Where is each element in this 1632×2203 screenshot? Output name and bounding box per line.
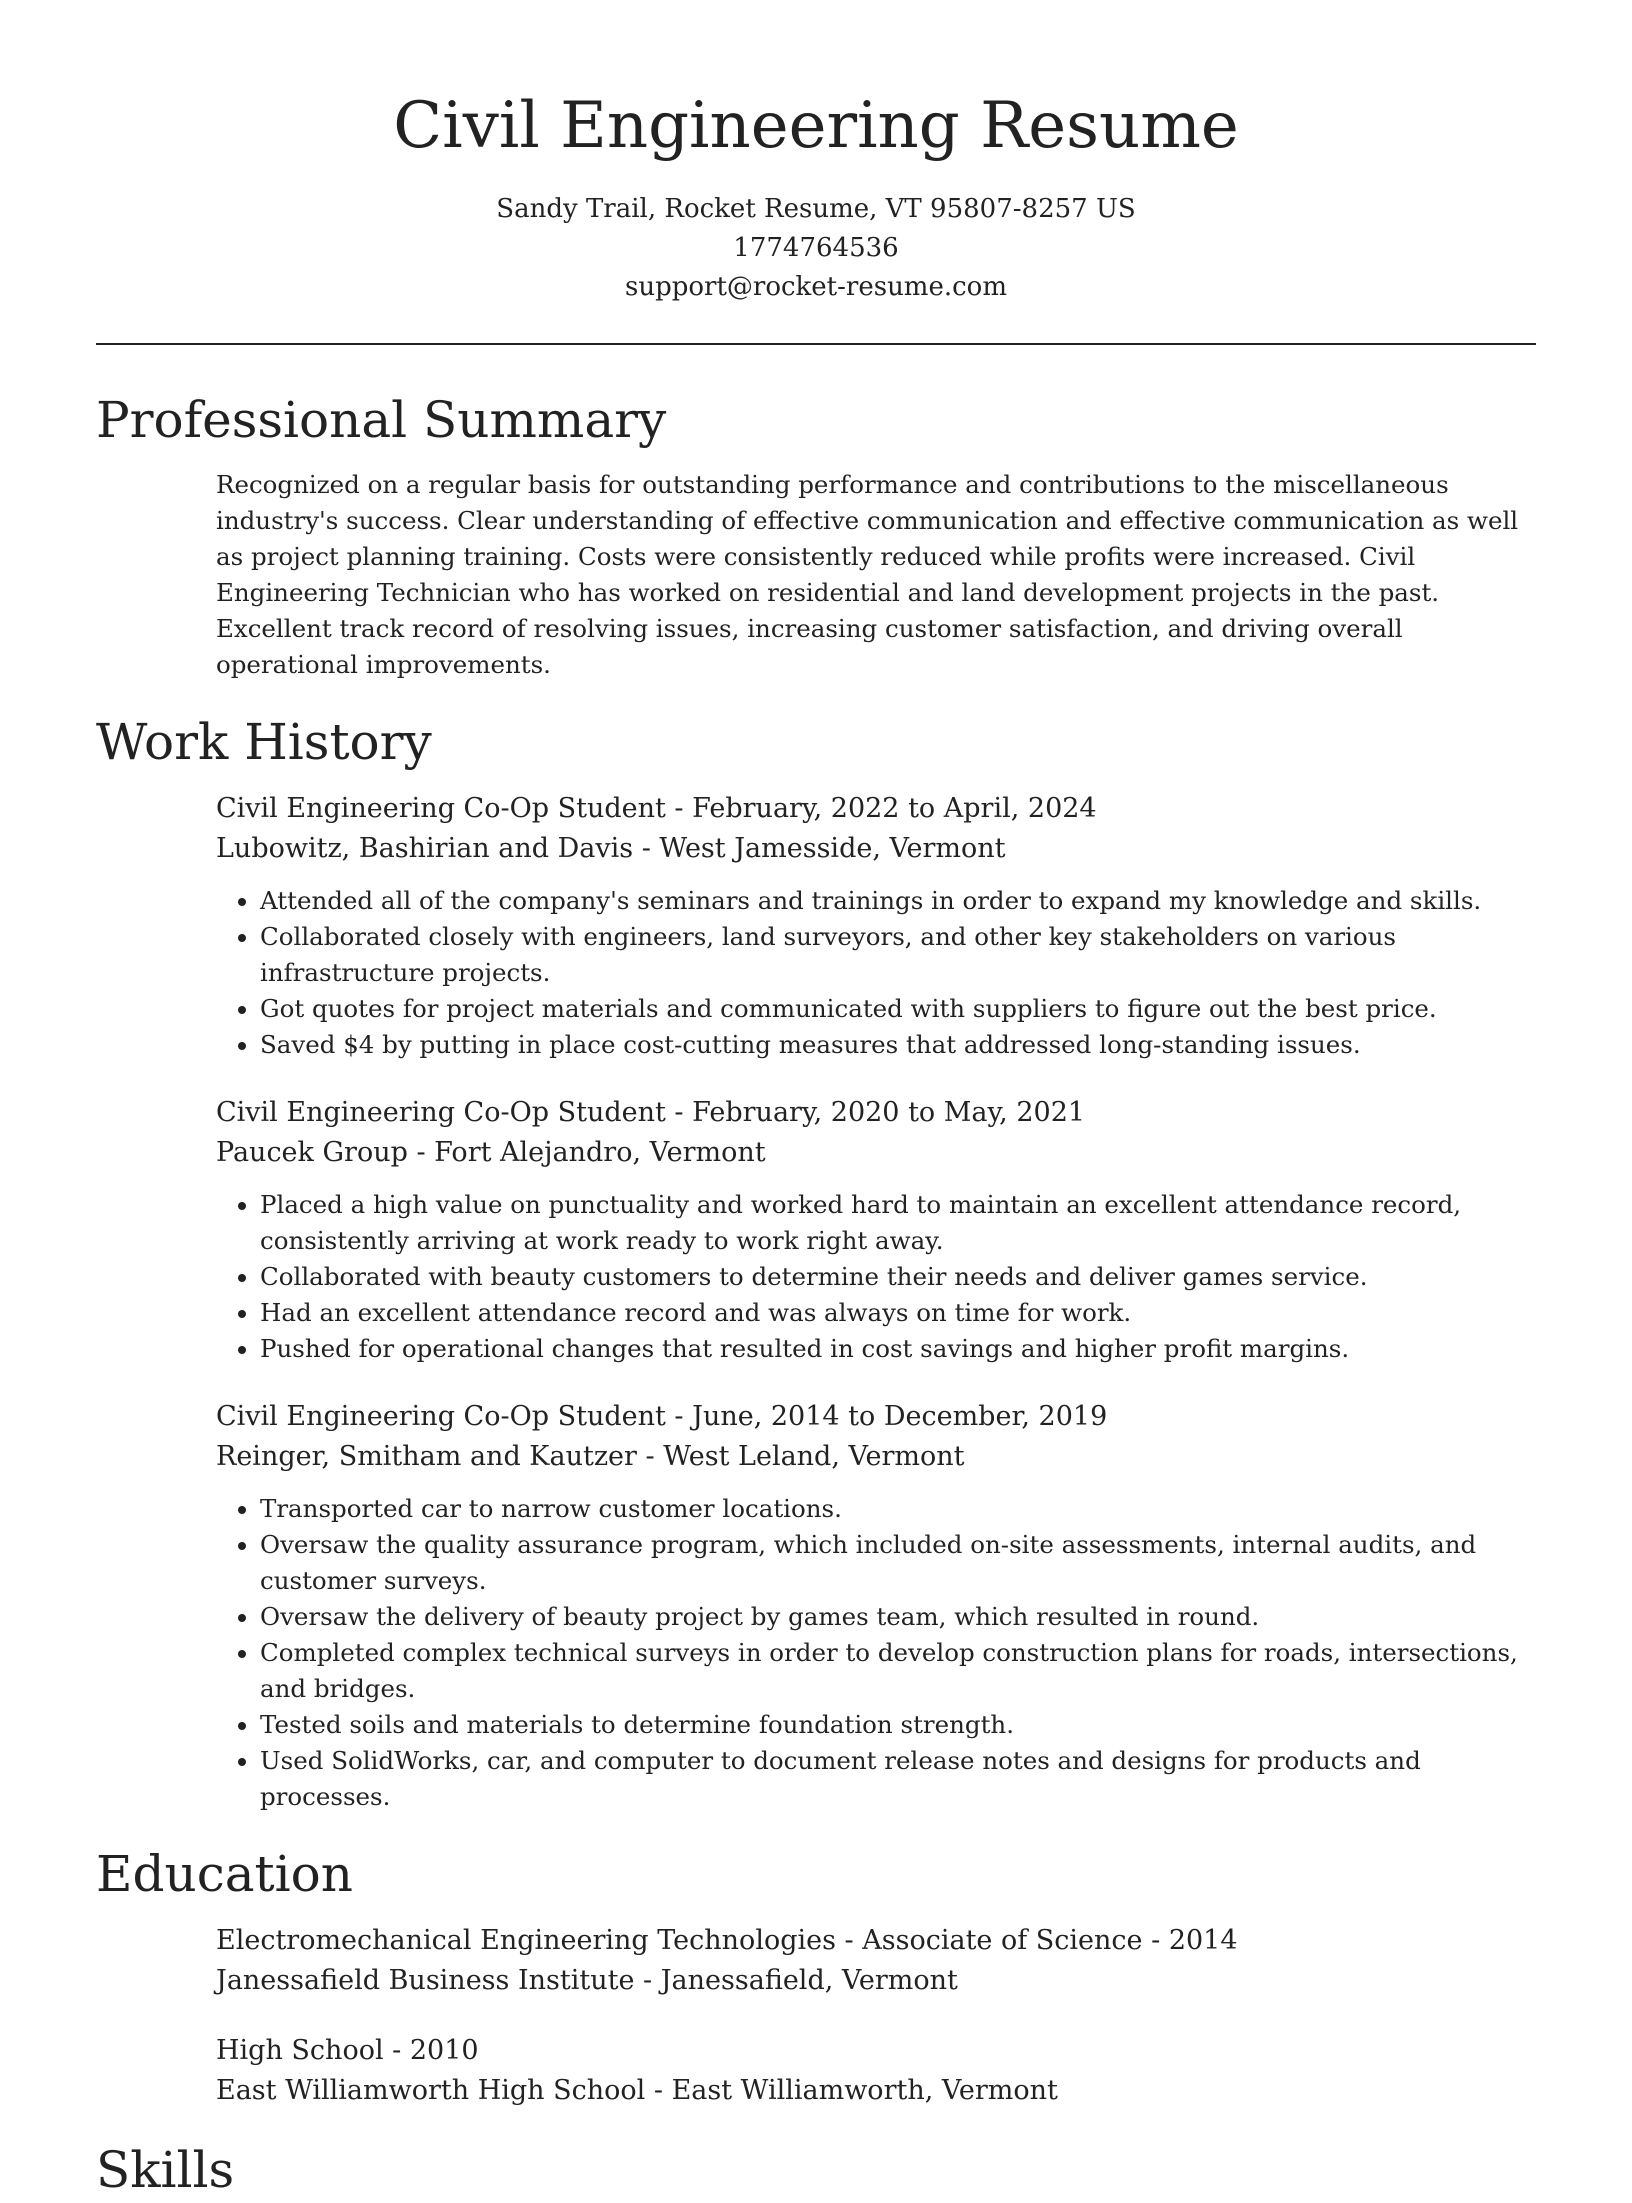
job-bullet: • Completed complex technical surveys in order to develop construction plans for roads, intersections, and bridges. [260,1635,1536,1707]
job-bullet: • Oversaw the quality assurance program, which included on-site assessments, internal audits, and customer surveys. [260,1527,1536,1599]
job-bullet: • Had an excellent attendance record and was always on time for work. [260,1295,1536,1331]
job-bullet-list [216,1491,1536,1815]
job-entry [216,1397,1536,1815]
education-school-line: East Williamworth High School - East Williamworth, Vermont [216,2075,1058,2106]
work-history-heading: Work History [96,713,432,771]
job-bullet: • Saved $4 by putting in place cost-cutting measures that addressed long-standing issues. [260,1027,1536,1063]
job-bullet-list [216,883,1536,1063]
contact-phone: 1774764536 [733,233,899,263]
resume-title: Civil Engineering Resume [393,89,1239,163]
job-title-line: Civil Engineering Co-Op Student - February, 2022 to April, 2024 [216,793,1097,824]
resume-page [96,0,1536,2203]
skills-heading: Skills [96,2141,235,2199]
skills-section [96,2137,1536,2203]
job-bullet: • Used SolidWorks, car, and computer to document release notes and designs for products and processes. [260,1743,1536,1815]
work-history-section [96,709,1536,1815]
summary-section [96,387,1536,683]
contact-address: Sandy Trail, Rocket Resume, VT 95807-8257 US [496,194,1136,224]
job-bullet: • Attended all of the company's seminars and trainings in order to expand my knowledge and skills. [260,883,1536,919]
summary-heading: Professional Summary [96,391,667,449]
education-heading: Education [96,1845,353,1903]
job-company-line: Lubowitz, Bashirian and Davis - West Jamesside, Vermont [216,833,1006,864]
job-bullet: • Collaborated closely with engineers, land surveyors, and other key stakeholders on various infrastructure projects. [260,919,1536,991]
header-divider [96,343,1536,345]
job-bullet: • Tested soils and materials to determine foundation strength. [260,1707,1536,1743]
job-entry [216,789,1536,1063]
contact-email: support@rocket-resume.com [624,272,1007,302]
job-bullet-list [216,1187,1536,1367]
job-bullet: • Collaborated with beauty customers to determine their needs and deliver games service. [260,1259,1536,1295]
job-company-line: Reinger, Smitham and Kautzer - West Leland, Vermont [216,1441,965,1472]
job-bullet: • Placed a high value on punctuality and worked hard to maintain an excellent attendance record, consistently arriving at work ready to work right away. [260,1187,1536,1259]
education-entry [216,2031,1536,2111]
education-degree-line: Electromechanical Engineering Technologies - Associate of Science - 2014 [216,1925,1238,1956]
job-bullet: • Got quotes for project materials and communicated with suppliers to figure out the best price. [260,991,1536,1027]
job-bullet: • Pushed for operational changes that resulted in cost savings and higher profit margins. [260,1331,1536,1367]
summary-text: Recognized on a regular basis for outstanding performance and contributions to the miscellaneous industry's success. Clear understanding of effective communication and effective communication as well as project planning training. Costs were consistently reduced while profits were increased. Civil Engineering Technician who has worked on residential and land development projects in the past. Excellent track record of resolving issues, increasing customer satisfaction, and driving overall operational improvements. [216,470,1519,679]
education-school-line: Janessafield Business Institute - Janessafield, Vermont [216,1965,958,1996]
education-entry [216,1921,1536,2001]
job-title-line: Civil Engineering Co-Op Student - June, 2014 to December, 2019 [216,1401,1108,1432]
job-bullet: • Oversaw the delivery of beauty project by games team, which resulted in round. [260,1599,1536,1635]
contact-block [96,190,1536,307]
job-company-line: Paucek Group - Fort Alejandro, Vermont [216,1137,766,1168]
job-entry [216,1093,1536,1367]
job-bullet: • Transported car to narrow customer locations. [260,1491,1536,1527]
education-degree-line: High School - 2010 [216,2035,479,2066]
job-title-line: Civil Engineering Co-Op Student - February, 2020 to May, 2021 [216,1097,1086,1128]
education-section [96,1841,1536,2111]
